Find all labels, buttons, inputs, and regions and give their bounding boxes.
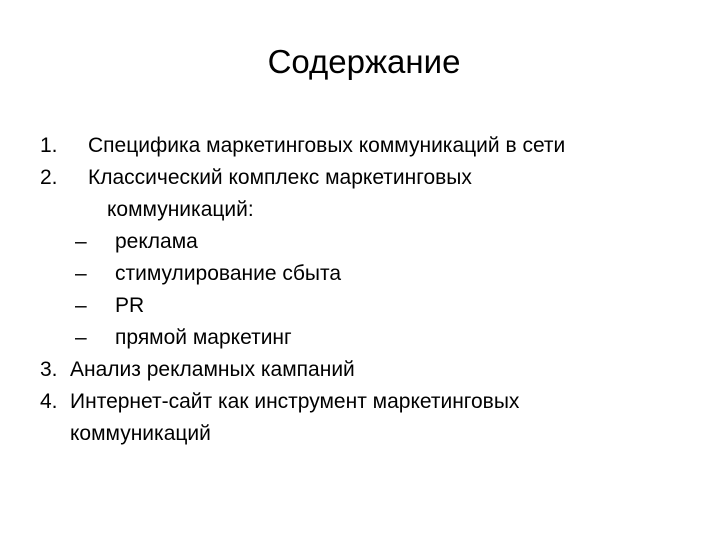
dash-bullet: – xyxy=(75,294,87,317)
list-item-number: 1. xyxy=(40,134,58,157)
list-item xyxy=(40,130,700,162)
sub-list-item-text: PR xyxy=(115,294,145,317)
list-item-continuation xyxy=(40,194,700,226)
list-item-text: Анализ рекламных кампаний xyxy=(70,358,355,381)
list-item xyxy=(40,162,700,194)
list-item-text: Интернет-сайт как инструмент маркетинговых xyxy=(70,390,520,413)
dash-bullet: – xyxy=(75,326,87,349)
list-item-text-continuation: коммуникаций xyxy=(70,422,211,445)
dash-bullet: – xyxy=(75,262,87,285)
contents-list xyxy=(40,130,700,450)
sub-list-item-text: реклама xyxy=(115,230,198,253)
list-item-text: Специфика маркетинговых коммуникаций в сети xyxy=(88,134,566,157)
sub-list-item-text: прямой маркетинг xyxy=(115,326,292,349)
dash-bullet: – xyxy=(75,230,87,253)
sub-list-item xyxy=(40,322,700,354)
list-item-number: 4. xyxy=(40,390,58,413)
list-item-number: 3. xyxy=(40,358,58,381)
list-item-number: 2. xyxy=(40,166,58,189)
list-item xyxy=(40,386,700,418)
list-item xyxy=(40,354,700,386)
sub-list-item xyxy=(40,226,700,258)
sub-list-item xyxy=(40,290,700,322)
list-item-text: Классический комплекс маркетинговых xyxy=(88,166,472,189)
slide-title: Содержание xyxy=(267,43,461,80)
list-item-text-continuation: коммуникаций: xyxy=(107,198,254,221)
sub-list-item-text: стимулирование сбыта xyxy=(115,262,342,285)
sub-list-item xyxy=(40,258,700,290)
list-item-continuation xyxy=(40,418,700,450)
